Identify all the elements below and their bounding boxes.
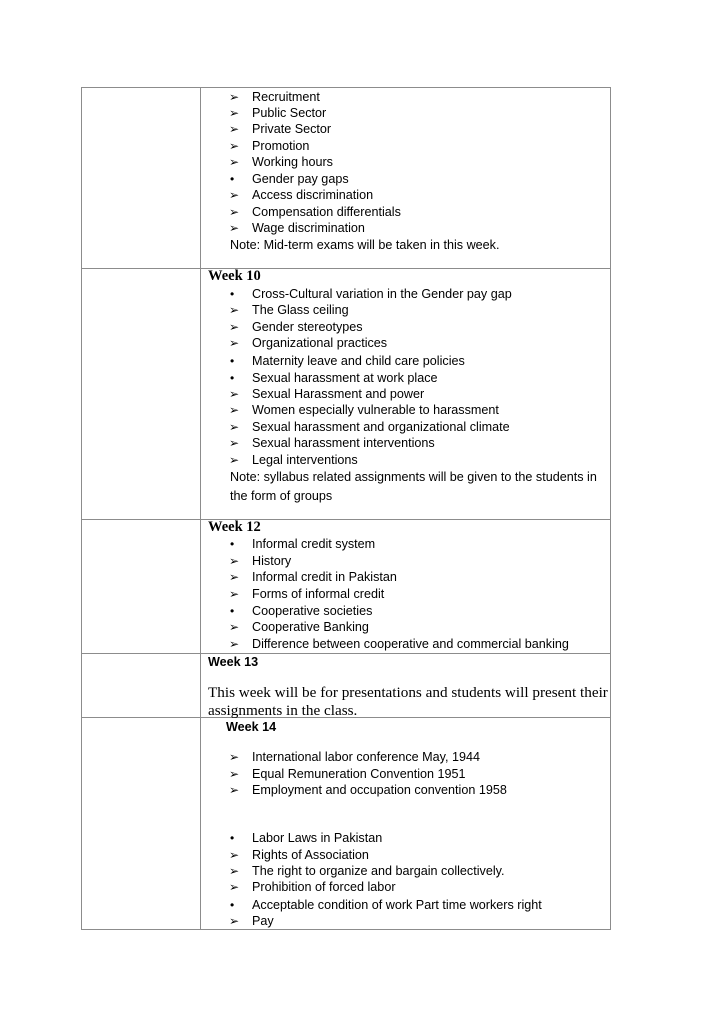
dot-bullet-icon: • [230,831,235,845]
list-item: Recruitment [252,90,320,104]
dot-bullet-icon: • [230,537,235,551]
list-item: Working hours [252,155,333,169]
note-text: the form of groups [230,489,333,503]
arrow-bullet-icon: ➢ [229,155,240,169]
note-text: Note: syllabus related assignments will be given to the students in [230,470,597,484]
arrow-bullet-icon: ➢ [229,914,240,928]
list-item: Legal interventions [252,453,358,467]
list-item: Private Sector [252,122,332,136]
arrow-bullet-icon: ➢ [229,90,240,104]
arrow-bullet-icon: ➢ [229,620,240,634]
list-item: Organizational practices [252,336,388,350]
dot-bullet-icon: • [230,604,235,618]
arrow-bullet-icon: ➢ [229,139,240,153]
arrow-bullet-icon: ➢ [229,336,240,350]
paragraph-text: assignments in the class. [208,702,358,719]
arrow-bullet-icon: ➢ [229,767,240,781]
list-item: Prohibition of forced labor [252,880,396,894]
list-item: Employment and occupation convention 1958 [252,783,507,797]
list-item: Labor Laws in Pakistan [252,831,383,845]
arrow-bullet-icon: ➢ [229,880,240,894]
list-item: Cooperative societies [252,604,373,618]
row-divider [82,268,610,269]
list-item: Sexual Harassment and power [252,387,425,401]
arrow-bullet-icon: ➢ [229,783,240,797]
dot-bullet-icon: • [230,287,235,301]
list-item: Cross-Cultural variation in the Gender pay gap [252,287,512,301]
list-item: Sexual harassment interventions [252,436,435,450]
arrow-bullet-icon: ➢ [229,750,240,764]
list-item: Access discrimination [252,188,374,202]
dot-bullet-icon: • [230,172,235,186]
arrow-bullet-icon: ➢ [229,221,240,235]
dot-bullet-icon: • [230,898,235,912]
list-item: Equal Remuneration Convention 1951 [252,767,466,781]
list-item: Sexual harassment at work place [252,371,438,385]
arrow-bullet-icon: ➢ [229,403,240,417]
week-title: Week 12 [208,519,261,535]
list-item: Promotion [252,139,310,153]
list-item: Forms of informal credit [252,587,385,601]
paragraph-text: This week will be for presentations and students will present their [208,684,608,701]
arrow-bullet-icon: ➢ [229,106,240,120]
list-item: Rights of Association [252,848,369,862]
list-item: Wage discrimination [252,221,365,235]
week-title: Week 10 [208,268,261,284]
arrow-bullet-icon: ➢ [229,436,240,450]
dot-bullet-icon: • [230,371,235,385]
list-item: Gender pay gaps [252,172,349,186]
dot-bullet-icon: • [230,354,235,368]
arrow-bullet-icon: ➢ [229,420,240,434]
list-item: Cooperative Banking [252,620,369,634]
arrow-bullet-icon: ➢ [229,303,240,317]
list-item: Pay [252,914,274,928]
arrow-bullet-icon: ➢ [229,864,240,878]
note-text: Note: Mid-term exams will be taken in this week. [230,238,500,252]
list-item: Gender stereotypes [252,320,363,334]
list-item: Difference between cooperative and commercial banking [252,637,569,651]
list-item: Maternity leave and child care policies [252,354,465,368]
list-item: Sexual harassment and organizational climate [252,420,510,434]
arrow-bullet-icon: ➢ [229,320,240,334]
list-item: Informal credit system [252,537,376,551]
arrow-bullet-icon: ➢ [229,188,240,202]
arrow-bullet-icon: ➢ [229,122,240,136]
week-title: Week 13 [208,655,259,669]
arrow-bullet-icon: ➢ [229,570,240,584]
column-divider [200,88,201,929]
list-item: Acceptable condition of work Part time workers right [252,898,542,912]
list-item: The right to organize and bargain collectively. [252,864,505,878]
list-item: Women especially vulnerable to harassment [252,403,499,417]
arrow-bullet-icon: ➢ [229,387,240,401]
arrow-bullet-icon: ➢ [229,848,240,862]
list-item: Informal credit in Pakistan [252,570,397,584]
arrow-bullet-icon: ➢ [229,205,240,219]
arrow-bullet-icon: ➢ [229,453,240,467]
list-item: Compensation differentials [252,205,401,219]
list-item: History [252,554,292,568]
list-item: The Glass ceiling [252,303,349,317]
arrow-bullet-icon: ➢ [229,587,240,601]
row-divider [82,519,610,520]
row-divider [82,653,610,654]
list-item: International labor conference May, 1944 [252,750,480,764]
arrow-bullet-icon: ➢ [229,554,240,568]
list-item: Public Sector [252,106,327,120]
arrow-bullet-icon: ➢ [229,637,240,651]
week-title: Week 14 [226,720,277,734]
